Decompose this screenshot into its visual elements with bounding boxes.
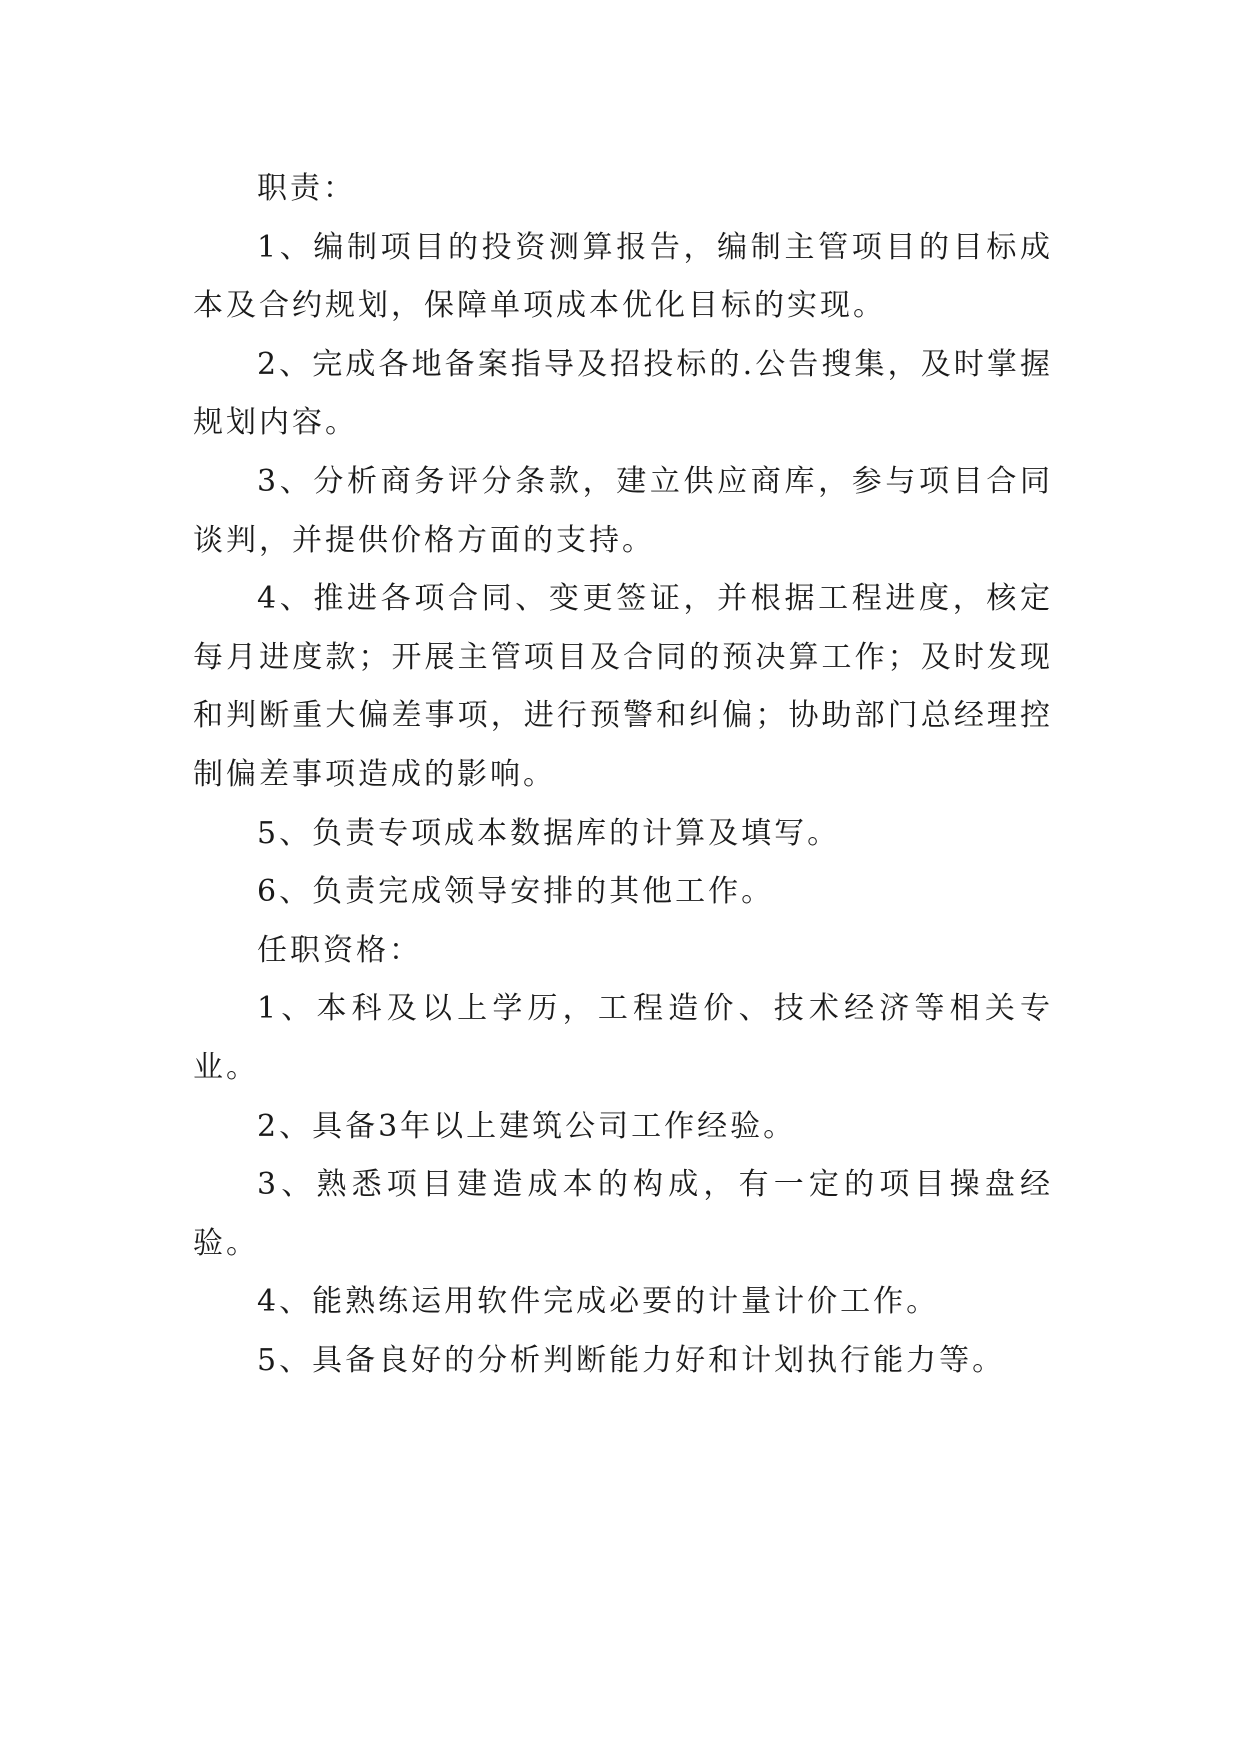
duty-item-3: 3、分析商务评分条款，建立供应商库，参与项目合同谈判，并提供价格方面的支持。 xyxy=(193,463,1053,558)
duty-item-4: 4、推进各项合同、变更签证，并根据工程进度，核定每月进度款；开展主管项目及合同的预决算工作；及时发现和判断重大偏差事项，进行预警和纠偏；协助部门总经理控制偏差事项造成的影响。 xyxy=(193,581,1053,792)
qualification-item-3: 3、熟悉项目建造成本的构成，有一定的项目操盘经验。 xyxy=(193,1167,1053,1261)
qualification-item-5: 5、具备良好的分析判断能力好和计划执行能力等。 xyxy=(257,1342,1006,1378)
duty-item-2: 2、完成各地备案指导及招投标的.公告搜集，及时掌握规划内容。 xyxy=(193,346,1053,441)
duties-heading: 职责： xyxy=(257,171,356,206)
document-body xyxy=(193,160,1053,1390)
duty-item-5: 5、负责专项成本数据库的计算及填写。 xyxy=(257,815,841,851)
qualification-item-4: 4、能熟练运用软件完成必要的计量计价工作。 xyxy=(257,1284,940,1320)
duty-item-6: 6、负责完成领导安排的其他工作。 xyxy=(257,874,775,910)
qualification-item-1: 1、本科及以上学历，工程造价、技术经济等相关专业。 xyxy=(193,991,1053,1085)
qualifications-heading: 任职资格： xyxy=(257,932,422,968)
duty-item-1: 1、编制项目的投资测算报告，编制主管项目的目标成本及合约规划，保障单项成本优化目标的实现。 xyxy=(193,229,1053,324)
qualification-item-2: 2、具备3年以上建筑公司工作经验。 xyxy=(257,1108,797,1144)
